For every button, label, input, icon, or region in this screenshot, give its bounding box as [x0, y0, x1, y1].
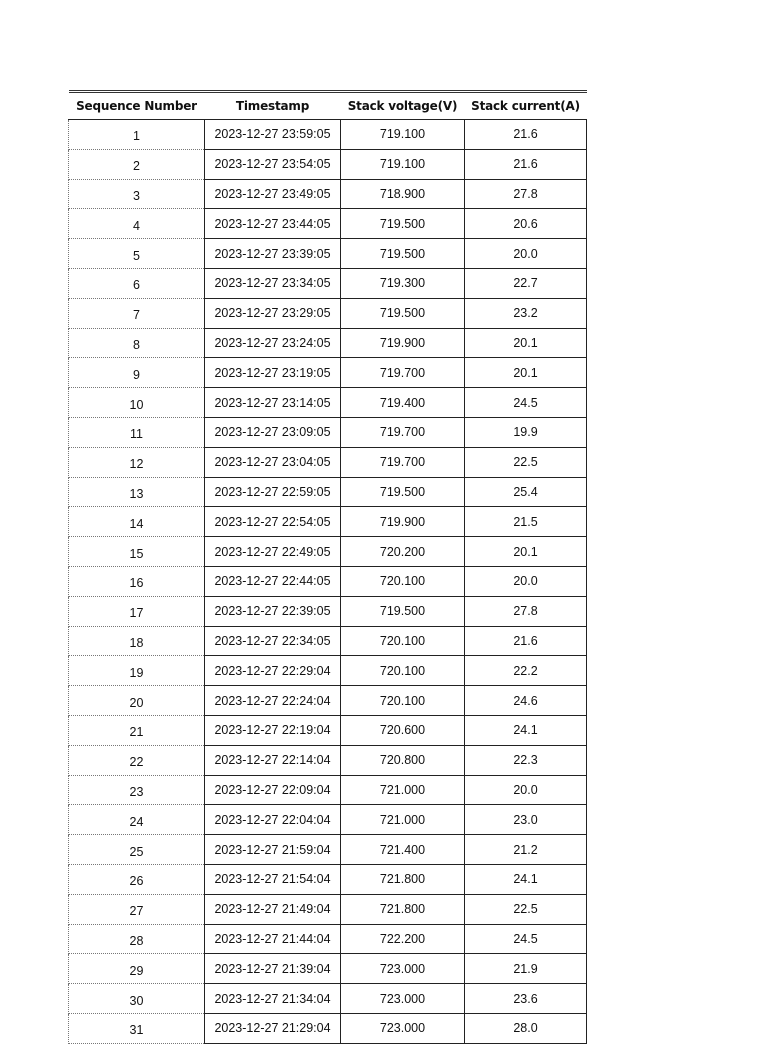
cell-timestamp: 2023-12-27 22:54:05: [205, 507, 341, 537]
cell-stack-current: 23.2: [465, 298, 587, 328]
cell-sequence-number: 17: [69, 596, 205, 626]
cell-stack-current: 25.4: [465, 477, 587, 507]
table-row: [69, 268, 587, 298]
cell-stack-voltage: 719.700: [341, 447, 465, 477]
table-row: [69, 328, 587, 358]
cell-timestamp: 2023-12-27 22:34:05: [205, 626, 341, 656]
cell-stack-current: 19.9: [465, 417, 587, 447]
table-row: [69, 805, 587, 835]
cell-timestamp: 2023-12-27 22:04:04: [205, 805, 341, 835]
table-row: [69, 745, 587, 775]
table-header: [69, 92, 587, 120]
cell-sequence-number: 13: [69, 477, 205, 507]
table-row: [69, 626, 587, 656]
cell-timestamp: 2023-12-27 23:14:05: [205, 388, 341, 418]
cell-stack-voltage: 719.500: [341, 209, 465, 239]
cell-timestamp: 2023-12-27 22:44:05: [205, 566, 341, 596]
cell-sequence-number: 4: [69, 209, 205, 239]
cell-stack-voltage: 719.700: [341, 358, 465, 388]
table-row: [69, 835, 587, 865]
cell-timestamp: 2023-12-27 23:59:05: [205, 120, 341, 150]
cell-stack-current: 20.0: [465, 239, 587, 269]
cell-timestamp: 2023-12-27 21:49:04: [205, 894, 341, 924]
cell-stack-voltage: 719.500: [341, 477, 465, 507]
table-row: [69, 179, 587, 209]
cell-stack-current: 20.1: [465, 537, 587, 567]
cell-sequence-number: 7: [69, 298, 205, 328]
cell-stack-current: 20.1: [465, 328, 587, 358]
table-row: [69, 1013, 587, 1043]
cell-stack-voltage: 720.100: [341, 566, 465, 596]
cell-stack-voltage: 720.800: [341, 745, 465, 775]
cell-sequence-number: 16: [69, 566, 205, 596]
cell-stack-current: 27.8: [465, 596, 587, 626]
table-body: [69, 120, 587, 1044]
table-row: [69, 864, 587, 894]
cell-stack-current: 21.6: [465, 120, 587, 150]
table-row: [69, 298, 587, 328]
cell-sequence-number: 2: [69, 149, 205, 179]
cell-stack-current: 22.5: [465, 447, 587, 477]
cell-stack-voltage: 719.900: [341, 507, 465, 537]
cell-stack-voltage: 720.600: [341, 715, 465, 745]
cell-stack-voltage: 720.100: [341, 686, 465, 716]
cell-sequence-number: 22: [69, 745, 205, 775]
cell-stack-voltage: 721.800: [341, 894, 465, 924]
cell-stack-current: 23.0: [465, 805, 587, 835]
cell-stack-voltage: 720.200: [341, 537, 465, 567]
cell-sequence-number: 12: [69, 447, 205, 477]
cell-timestamp: 2023-12-27 21:34:04: [205, 984, 341, 1014]
cell-stack-voltage: 721.800: [341, 864, 465, 894]
cell-sequence-number: 9: [69, 358, 205, 388]
cell-sequence-number: 21: [69, 715, 205, 745]
table-row: [69, 656, 587, 686]
cell-stack-voltage: 723.000: [341, 954, 465, 984]
cell-timestamp: 2023-12-27 21:39:04: [205, 954, 341, 984]
cell-stack-voltage: 720.100: [341, 656, 465, 686]
table-row: [69, 894, 587, 924]
cell-sequence-number: 19: [69, 656, 205, 686]
cell-stack-current: 24.6: [465, 686, 587, 716]
header-row: [69, 92, 587, 120]
cell-sequence-number: 27: [69, 894, 205, 924]
cell-sequence-number: 18: [69, 626, 205, 656]
cell-timestamp: 2023-12-27 21:54:04: [205, 864, 341, 894]
cell-stack-current: 20.6: [465, 209, 587, 239]
table-row: [69, 149, 587, 179]
cell-stack-voltage: 720.100: [341, 626, 465, 656]
header-stack-voltage: Stack voltage(V): [341, 92, 465, 120]
header-timestamp: Timestamp: [205, 92, 341, 120]
cell-sequence-number: 24: [69, 805, 205, 835]
cell-sequence-number: 30: [69, 984, 205, 1014]
cell-stack-voltage: 719.300: [341, 268, 465, 298]
cell-sequence-number: 6: [69, 268, 205, 298]
cell-sequence-number: 25: [69, 835, 205, 865]
cell-stack-current: 22.5: [465, 894, 587, 924]
cell-stack-current: 20.0: [465, 775, 587, 805]
cell-stack-voltage: 721.400: [341, 835, 465, 865]
cell-sequence-number: 20: [69, 686, 205, 716]
table-row: [69, 686, 587, 716]
table-row: [69, 537, 587, 567]
cell-timestamp: 2023-12-27 23:54:05: [205, 149, 341, 179]
cell-sequence-number: 1: [69, 120, 205, 150]
cell-sequence-number: 23: [69, 775, 205, 805]
cell-timestamp: 2023-12-27 23:29:05: [205, 298, 341, 328]
table-row: [69, 417, 587, 447]
cell-timestamp: 2023-12-27 22:59:05: [205, 477, 341, 507]
cell-timestamp: 2023-12-27 23:24:05: [205, 328, 341, 358]
table-row: [69, 209, 587, 239]
cell-timestamp: 2023-12-27 23:19:05: [205, 358, 341, 388]
cell-timestamp: 2023-12-27 21:29:04: [205, 1013, 341, 1043]
cell-stack-voltage: 718.900: [341, 179, 465, 209]
table-row: [69, 239, 587, 269]
cell-stack-voltage: 719.400: [341, 388, 465, 418]
cell-timestamp: 2023-12-27 22:39:05: [205, 596, 341, 626]
table-row: [69, 358, 587, 388]
cell-stack-current: 24.1: [465, 715, 587, 745]
table-row: [69, 715, 587, 745]
cell-stack-current: 21.6: [465, 149, 587, 179]
cell-timestamp: 2023-12-27 23:39:05: [205, 239, 341, 269]
cell-timestamp: 2023-12-27 23:04:05: [205, 447, 341, 477]
cell-stack-current: 22.2: [465, 656, 587, 686]
cell-stack-voltage: 719.500: [341, 596, 465, 626]
cell-timestamp: 2023-12-27 23:44:05: [205, 209, 341, 239]
cell-stack-current: 23.6: [465, 984, 587, 1014]
table-row: [69, 596, 587, 626]
cell-sequence-number: 10: [69, 388, 205, 418]
cell-stack-voltage: 719.100: [341, 149, 465, 179]
cell-timestamp: 2023-12-27 22:49:05: [205, 537, 341, 567]
cell-stack-voltage: 719.900: [341, 328, 465, 358]
table-row: [69, 924, 587, 954]
cell-sequence-number: 26: [69, 864, 205, 894]
cell-timestamp: 2023-12-27 22:09:04: [205, 775, 341, 805]
cell-stack-voltage: 723.000: [341, 1013, 465, 1043]
cell-stack-current: 21.5: [465, 507, 587, 537]
cell-timestamp: 2023-12-27 22:14:04: [205, 745, 341, 775]
cell-stack-voltage: 723.000: [341, 984, 465, 1014]
table-row: [69, 507, 587, 537]
cell-stack-current: 20.0: [465, 566, 587, 596]
cell-stack-current: 21.9: [465, 954, 587, 984]
cell-stack-voltage: 721.000: [341, 805, 465, 835]
header-stack-current: Stack current(A): [465, 92, 587, 120]
cell-timestamp: 2023-12-27 22:19:04: [205, 715, 341, 745]
cell-sequence-number: 31: [69, 1013, 205, 1043]
cell-timestamp: 2023-12-27 22:29:04: [205, 656, 341, 686]
table-row: [69, 388, 587, 418]
cell-stack-current: 20.1: [465, 358, 587, 388]
header-sequence-number: Sequence Number: [69, 92, 205, 120]
table-row: [69, 566, 587, 596]
cell-timestamp: 2023-12-27 23:09:05: [205, 417, 341, 447]
cell-stack-current: 21.2: [465, 835, 587, 865]
stack-data-table: [68, 90, 587, 1044]
table-row: [69, 120, 587, 150]
cell-timestamp: 2023-12-27 21:59:04: [205, 835, 341, 865]
cell-stack-current: 28.0: [465, 1013, 587, 1043]
cell-stack-current: 24.5: [465, 388, 587, 418]
cell-sequence-number: 8: [69, 328, 205, 358]
cell-stack-voltage: 722.200: [341, 924, 465, 954]
table-row: [69, 984, 587, 1014]
cell-stack-voltage: 719.700: [341, 417, 465, 447]
table-row: [69, 477, 587, 507]
cell-stack-voltage: 719.500: [341, 239, 465, 269]
cell-stack-voltage: 719.500: [341, 298, 465, 328]
table-row: [69, 447, 587, 477]
cell-stack-current: 24.1: [465, 864, 587, 894]
cell-stack-current: 21.6: [465, 626, 587, 656]
cell-timestamp: 2023-12-27 21:44:04: [205, 924, 341, 954]
cell-sequence-number: 14: [69, 507, 205, 537]
cell-timestamp: 2023-12-27 22:24:04: [205, 686, 341, 716]
cell-stack-current: 22.7: [465, 268, 587, 298]
cell-timestamp: 2023-12-27 23:34:05: [205, 268, 341, 298]
cell-stack-current: 22.3: [465, 745, 587, 775]
table-row: [69, 775, 587, 805]
cell-sequence-number: 15: [69, 537, 205, 567]
cell-sequence-number: 11: [69, 417, 205, 447]
cell-sequence-number: 5: [69, 239, 205, 269]
cell-stack-current: 27.8: [465, 179, 587, 209]
table-row: [69, 954, 587, 984]
cell-stack-voltage: 719.100: [341, 120, 465, 150]
cell-timestamp: 2023-12-27 23:49:05: [205, 179, 341, 209]
cell-stack-voltage: 721.000: [341, 775, 465, 805]
cell-stack-current: 24.5: [465, 924, 587, 954]
cell-sequence-number: 29: [69, 954, 205, 984]
cell-sequence-number: 3: [69, 179, 205, 209]
cell-sequence-number: 28: [69, 924, 205, 954]
